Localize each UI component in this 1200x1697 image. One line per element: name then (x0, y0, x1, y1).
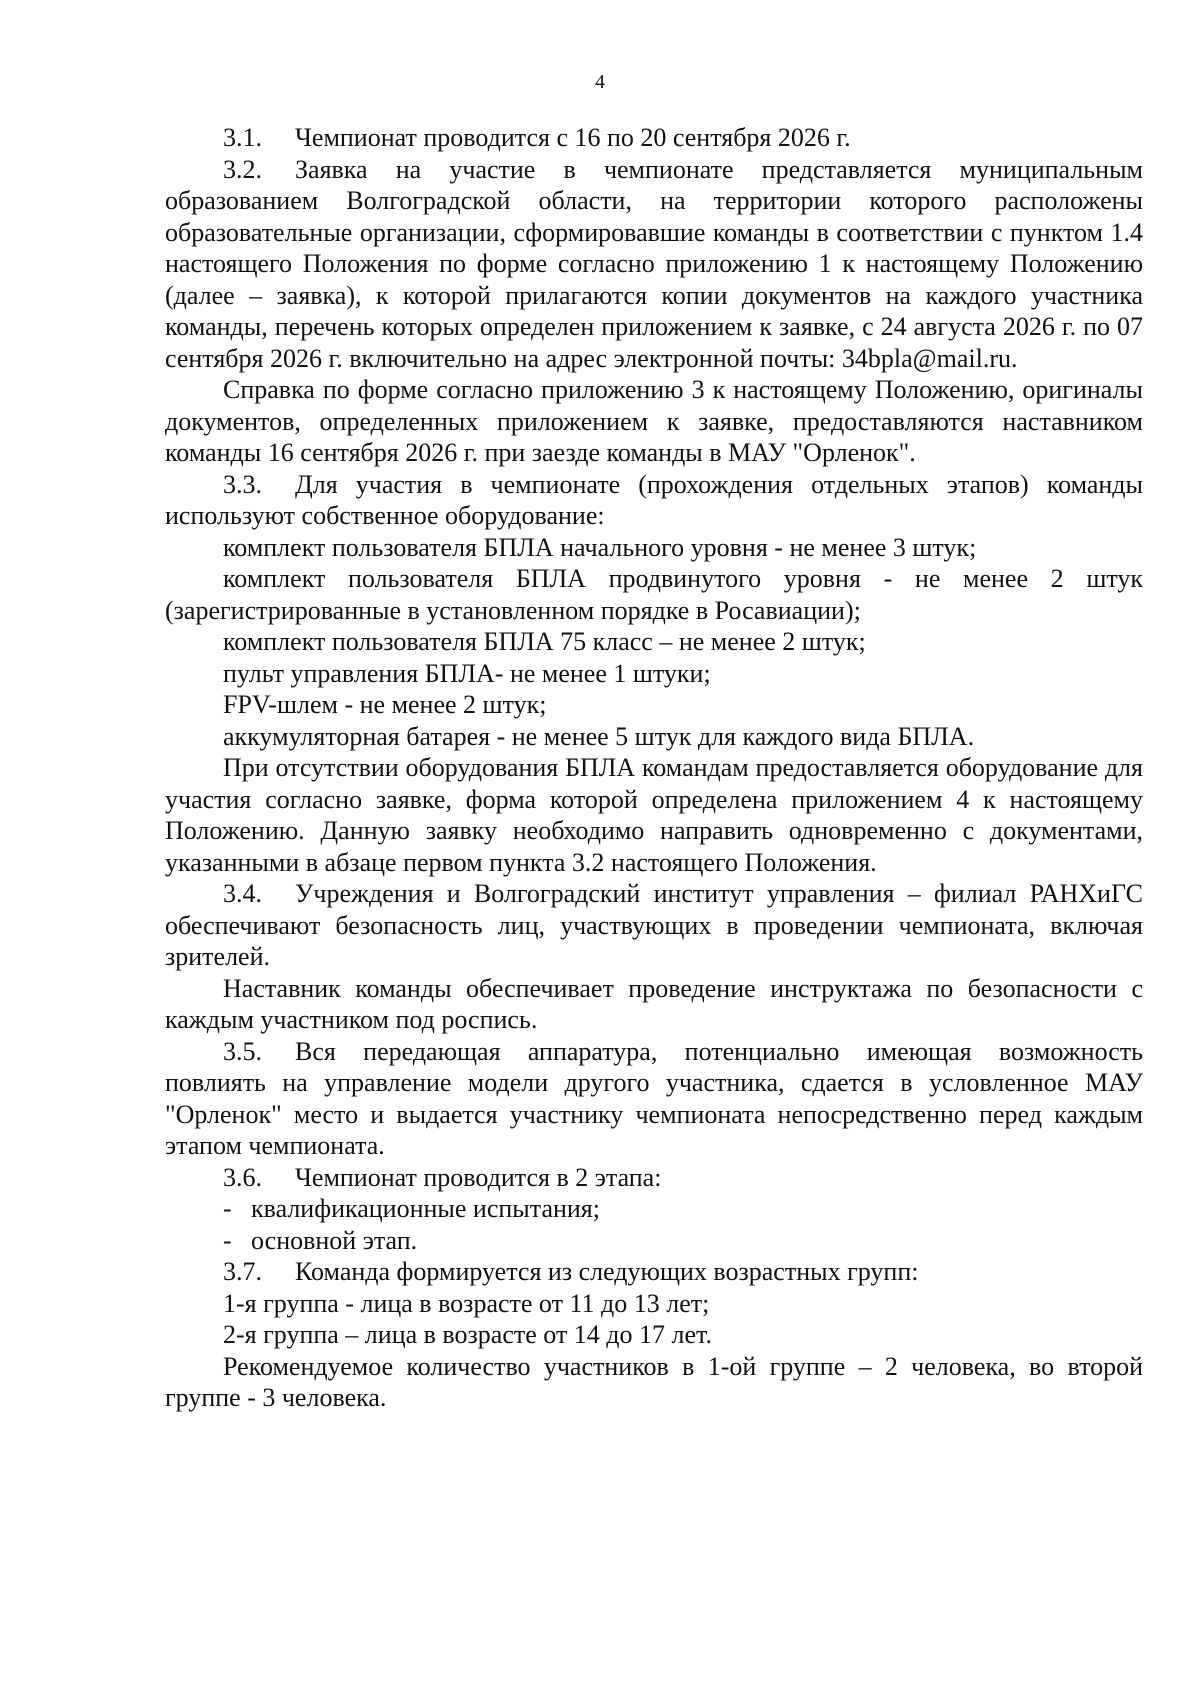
paragraph-text: Команда формируется из следующих возрастных групп: (295, 1257, 919, 1286)
section-number: 3.6. (223, 1162, 262, 1192)
document-body (165, 122, 1143, 1414)
list-dash: - (223, 1225, 232, 1255)
paragraph-3-3-note: При отсутствии оборудования БПЛА командам предоставляется оборудование для участия согласно заявке, форма которой определена приложением 4 к настоящему Положению. Данную заявку необходимо направить одновременно с документами, указанными в абзаце первом пункта 3.2 настоящего Положения. (165, 753, 1143, 877)
section-number: 3.2. (223, 154, 262, 184)
paragraph-3-5 (165, 1036, 1143, 1162)
stage-text: квалификационные испытания; (251, 1194, 600, 1223)
section-number: 3.7. (223, 1257, 262, 1286)
age-group-item: 2-я группа – лица в возрасте от 14 до 17 лет. (223, 1320, 712, 1349)
paragraph-3-2 (165, 154, 1143, 375)
equipment-item: комплект пользователя БПЛА 75 класс – не менее 2 штук; (223, 627, 866, 656)
stage-item (165, 1225, 1143, 1257)
equipment-item: FPV-шлем - не менее 2 штук; (223, 690, 547, 719)
list-dash: - (223, 1194, 232, 1223)
paragraph-3-2-reference: Справка по форме согласно приложению 3 к настоящему Положению, оригиналы документов, определенных приложением к заявке, предоставляются наставником команды 16 сентября 2026 г. при заезде команды в МАУ "Орленок". (165, 375, 1143, 467)
paragraph-text: Вся передающая аппаратура, потенциально имеющая возможность повлиять на управление модели другого участника, сдается в условленное МАУ "Орленок" место и выдается участнику чемпионата непосредственно перед каждым этапом чемпионата. (165, 1036, 1143, 1160)
paragraph-text: Чемпионат проводится с 16 по 20 сентября 2026 г. (295, 123, 851, 152)
section-number: 3.5. (223, 1036, 262, 1066)
paragraph-text: Для участия в чемпионате (прохождения отдельных этапов) команды используют собственное оборудование: (165, 469, 1143, 530)
stage-item (165, 1193, 1143, 1225)
section-number: 3.1. (223, 123, 262, 152)
paragraph-3-6 (165, 1162, 1143, 1194)
paragraph-3-4 (165, 878, 1143, 973)
page-number: 4 (595, 71, 605, 93)
equipment-item: пульт управления БПЛА- не менее 1 штуки; (223, 658, 711, 688)
equipment-item: аккумуляторная батарея - не менее 5 штук для каждого вида БПЛА. (223, 721, 975, 751)
equipment-item: комплект пользователя БПЛА начального уровня - не менее 3 штук; (223, 532, 977, 562)
equipment-item: комплект пользователя БПЛА продвинутого уровня - не менее 2 штук (зарегистрированные в установленном порядке в Росавиации); (165, 564, 1143, 625)
paragraph-3-3 (165, 469, 1143, 532)
paragraph-text: Заявка на участие в чемпионате представляется муниципальным образованием Волгоградской области, на территории которого расположены образовательные организации, сформировавшие команды в соответствии с пунктом 1.4 настоящего Положения по форме согласно приложению 1 к настоящему Положению (далее – заявка), к которой прилагаются копии документов на каждого участника команды, перечень которых определен приложением к заявке, с 24 августа 2026 г. по 07 сентября 2026 г. включительно на адрес электронной почты: 34bpla@mail.ru. (165, 154, 1143, 373)
age-group-item: 1-я группа - лица в возрасте от 11 до 13 лет; (223, 1288, 710, 1318)
paragraph-3-7 (165, 1256, 1143, 1288)
stage-text: основной этап. (251, 1225, 418, 1255)
paragraph-3-1 (165, 122, 1143, 154)
paragraph-3-7-recommendation: Рекомендуемое количество участников в 1-ой группе – 2 человека, во второй группе - 3 человека. (165, 1351, 1143, 1412)
paragraph-3-4-mentor: Наставник команды обеспечивает проведение инструктажа по безопасности с каждым участником под роспись. (165, 973, 1143, 1034)
paragraph-text: Чемпионат проводится в 2 этапа: (295, 1162, 662, 1192)
section-number: 3.3. (223, 469, 262, 499)
section-number: 3.4. (223, 879, 262, 908)
paragraph-text: Учреждения и Волгоградский институт управления – филиал РАНХиГС обеспечивают безопасность лиц, участвующих в проведении чемпионата, включая зрителей. (165, 879, 1143, 971)
